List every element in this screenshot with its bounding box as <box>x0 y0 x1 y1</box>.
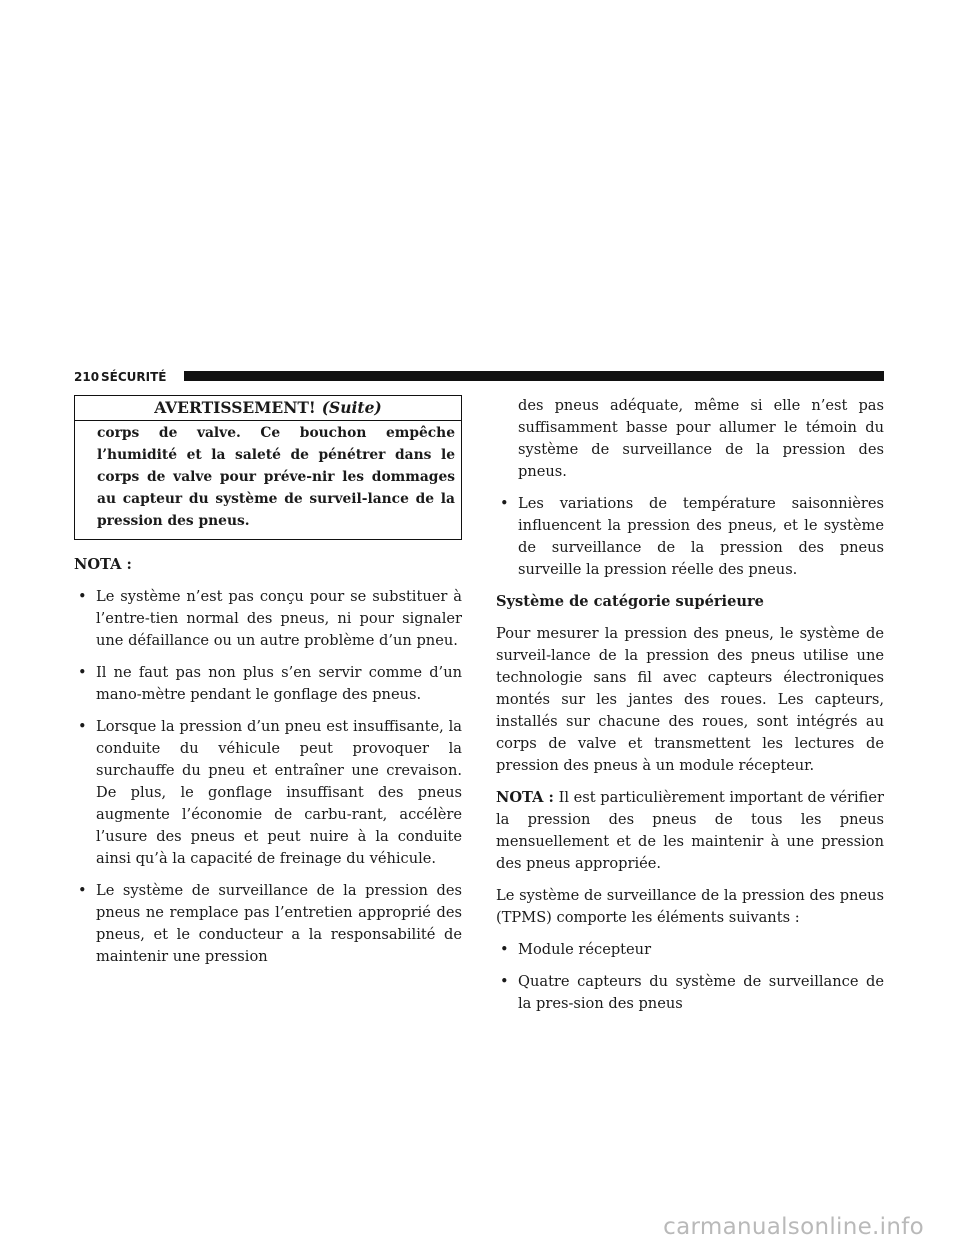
list-item: • Le système n’est pas conçu pour se substituer à l’entre-tien normal des pneus, ni pour signaler une défaillance ou un autre problème d’un pneu. <box>78 588 462 649</box>
left-column <box>74 395 462 978</box>
list-item: • Les variations de température saisonnières influencent la pression des pneus, et le système de surveillance de la pression des pneus surveille la pression réelle des pneus. <box>500 495 884 578</box>
paragraph: Pour mesurer la pression des pneus, le système de surveil-lance de la pression des pneus utilise une technologie sans fil avec capteurs électroniques montés sur les jantes des roues. Les capteurs, installés sur chacune des roues, sont intégrés au corps de valve et transmettent les lectures de pression des pneus à un module récepteur. <box>496 625 884 774</box>
subheading: Système de catégorie supérieure <box>496 593 764 610</box>
bullet-icon: • <box>78 718 87 735</box>
bullet-icon: • <box>78 882 87 899</box>
section-title: SÉCURITÉ <box>101 370 167 384</box>
components-list <box>496 939 884 1015</box>
warning-title <box>75 396 461 421</box>
list-item: • Il ne faut pas non plus s’en servir comme d’un mano-mètre pendant le gonflage des pneus. <box>78 664 462 703</box>
warning-body: corps de valve. Ce bouchon empêche l’humidité et la saleté de pénétrer dans le corps de valve pour préve-nir les dommages au capteur du système de surveil-lance de la pression des pneus. <box>97 425 455 529</box>
bullet-continuation: des pneus adéquate, même si elle n’est pas suffisamment basse pour allumer le témoin du système de surveillance de la pression des pneus. <box>518 397 884 480</box>
nota-text: Il est particulièrement important de vérifier la pression des pneus de tous les pneus mensuellement et de les maintenir à une pression des pneus appropriée. <box>496 789 884 872</box>
bullet-icon: • <box>500 495 509 512</box>
page-header <box>74 368 884 386</box>
page-number: 210 <box>74 370 100 384</box>
warning-box <box>74 395 462 540</box>
continuation-list <box>496 493 884 581</box>
bullet-icon: • <box>78 588 87 605</box>
warning-title-text: AVERTISSEMENT! <box>154 398 316 417</box>
bullet-icon: • <box>500 973 509 990</box>
bullet-icon: • <box>78 664 87 681</box>
header-rule <box>184 371 884 381</box>
nota-list <box>74 586 462 968</box>
nota-label: NOTA : <box>74 556 132 573</box>
nota-paragraph <box>496 787 884 875</box>
paragraph: Le système de surveillance de la pression des pneus (TPMS) comporte les éléments suivants : <box>496 887 884 926</box>
list-item: • Lorsque la pression d’un pneu est insuffisante, la conduite du véhicule peut provoquer la surchauffe du pneu et entraîner une crevaison. De plus, le gonflage insuffisant des pneus augmente l’économie de carbu-rant, accélère l’usure des pneus et peut nuire à la conduite ainsi qu’à la capacité de freinage du véhicule. <box>78 718 462 867</box>
list-item: • Le système de surveillance de la pression des pneus ne remplace pas l’entretien approprié des pneus, et le conducteur a la responsabilité de maintenir une pression <box>78 882 462 965</box>
nota-label: NOTA : <box>496 789 554 806</box>
right-column <box>496 395 884 1025</box>
warning-title-suffix: (Suite) <box>321 398 382 417</box>
watermark: carmanualsonline.info <box>663 1214 924 1240</box>
list-item: • Quatre capteurs du système de surveillance de la pres-sion des pneus <box>500 973 884 1012</box>
list-item: • Module récepteur <box>496 939 884 961</box>
bullet-icon: • <box>500 941 509 958</box>
